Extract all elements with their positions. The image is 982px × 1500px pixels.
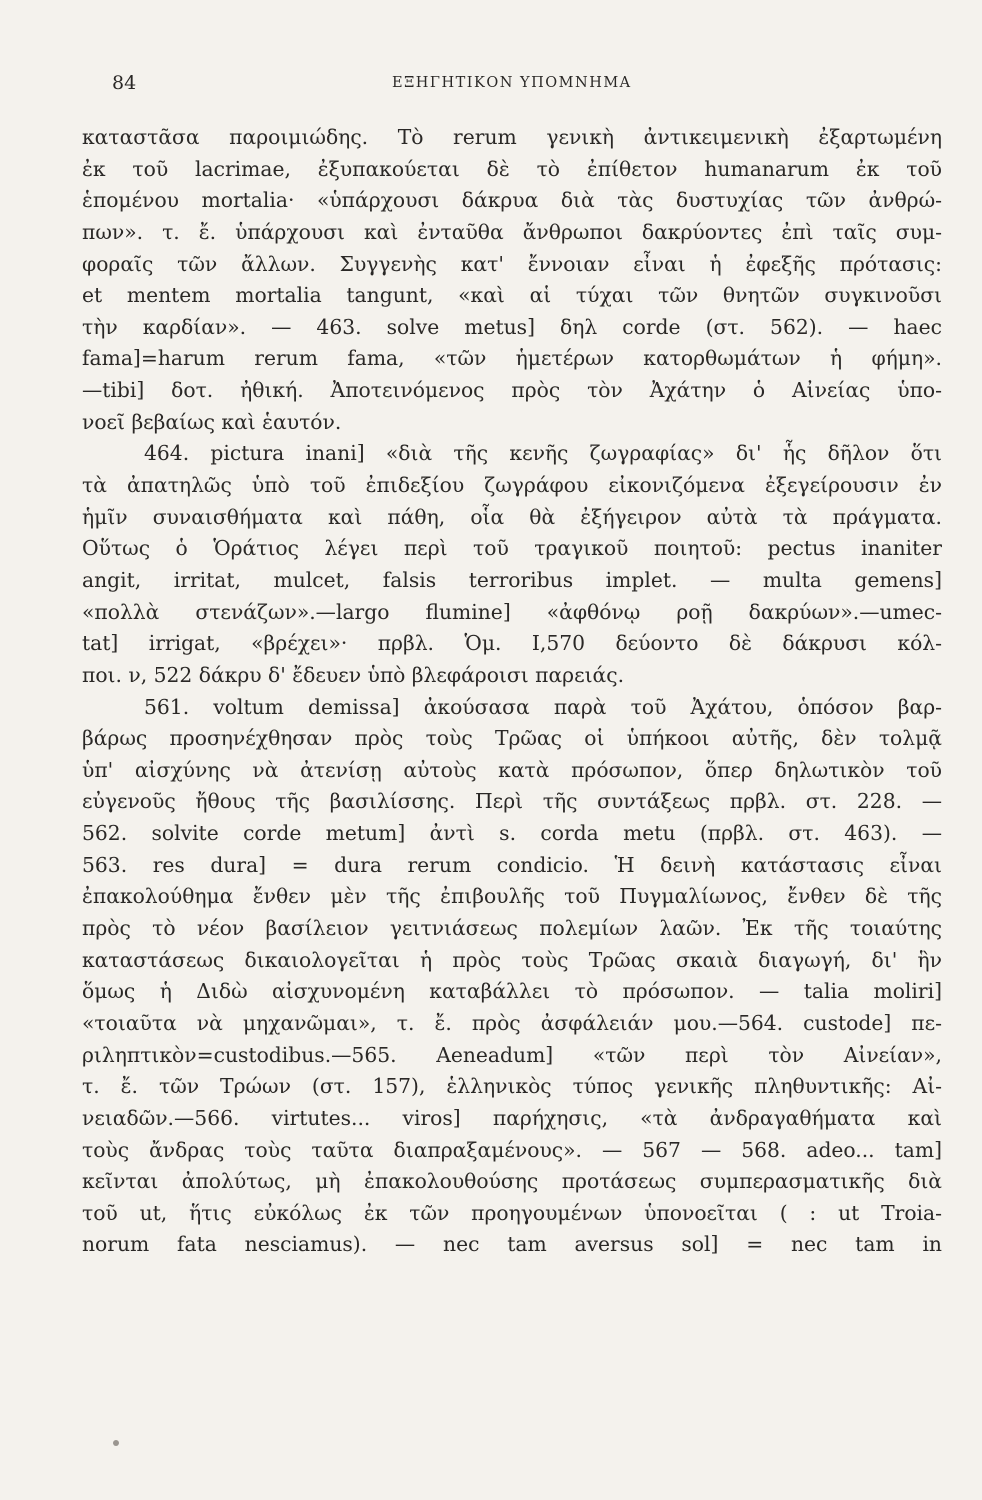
text-line: 561. voltum demissa] ἀκούσασα παρὰ τοῦ Ἀχάτου, ὁπόσον βαρ- [144, 694, 942, 719]
running-head [112, 72, 932, 102]
text-line: ἐπακολούθημα ἔνθεν μὲν τῆς ἐπιβουλῆς τοῦ Πυγμαλίωνος, ἔνθεν δὲ τῆς [82, 884, 942, 909]
text-line: καταστάσεως δικαιολογεῖται ἡ πρὸς τοὺς Τρῶας σκαιὰ διαγωγή, δι' ἣν [82, 947, 942, 972]
text-line: φοραῖς τῶν ἄλλων. Συγγενὴς κατ' ἔννοιαν εἶναι ἡ ἐφεξῆς πρότασις: [82, 251, 942, 276]
text-line: tat] irrigat, «βρέχει»· πρβλ. Ὁμ. I,570 δεύοντο δὲ δάκρυσι κόλ- [82, 631, 942, 656]
text-line: τὰ ἀπατηλῶς ὑπὸ τοῦ ἐπιδεξίου ζωγράφου εἰκονιζόμενα ἐξεγείρουσιν ἐν [82, 473, 942, 498]
ink-dot-mark [113, 1440, 119, 1446]
text-line: εὐγενοῦς ἤθους τῆς βασιλίσσης. Περὶ τῆς συντάξεως πρβλ. στ. 228. — [82, 789, 942, 814]
text-line: καταστᾶσα παροιμιώδης. Τὸ rerum γενικὴ ἀντικειμενικὴ ἐξαρτωμένη [82, 125, 942, 149]
text-line: fama]=harum rerum fama, «τῶν ἡμετέρων κατορθωμάτων ἡ φήμη». [82, 346, 942, 371]
text-line: ριληπτικὸν=custodibus.—565. Aeneadum] «τῶν περὶ τὸν Αἰνείαν», [82, 1042, 942, 1067]
text-line: 562. solvite corde metum] ἀντὶ s. corda metu (πρβλ. στ. 463). — [82, 821, 942, 846]
text-line: «τοιαῦτα νὰ μηχανῶμαι», τ. ἔ. πρὸς ἀσφάλειάν μου.—564. custode] πε- [82, 1010, 942, 1035]
text-line: τοῦ ut, ἥτις εὐκόλως ἐκ τῶν προηγουμένων ὑπονοεῖται ( : ut Troia- [82, 1200, 942, 1225]
text-line: βάρως προσηνέχθησαν πρὸς τοὺς Τρῶας οἱ ὑπήκοοι αὐτῆς, δὲν τολμᾷ [82, 726, 942, 751]
text-line: ἑπομένου mortalia· «ὑπάρχουσι δάκρυα διὰ τὰς δυστυχίας τῶν ἀνθρώ- [82, 188, 942, 213]
text-line: νοεῖ βεβαίως καὶ ἑαυτόν. [82, 409, 342, 434]
text-line: —tibi] δοτ. ἠθική. Ἀποτεινόμενος πρὸς τὸν Ἀχάτην ὁ Αἰνείας ὑπο- [82, 378, 942, 403]
text-line: τὴν καρδίαν». — 463. solve metus] δηλ corde (στ. 562). — haec [82, 314, 942, 339]
text-line: ἐκ τοῦ lacrimae, ἐξυπακούεται δὲ τὸ ἐπίθετον humanarum ἐκ τοῦ [82, 156, 942, 181]
page-number: 84 [112, 72, 137, 94]
text-line: norum fata nesciamus). — nec tam aversus sol] = nec tam in [82, 1232, 942, 1257]
text-line: et mentem mortalia tangunt, «καὶ αἱ τύχαι τῶν θνητῶν συγκινοῦσι [82, 283, 942, 308]
text-line: πρὸς τὸ νέον βασίλειον γειτνιάσεως πολεμίων λαῶν. Ἐκ τῆς τοιαύτης [82, 916, 942, 941]
commentary-text [82, 122, 942, 1261]
text-line: ὅμως ἡ Διδὼ αἰσχυνομένη καταβάλλει τὸ πρόσωπον. — talia moliri] [82, 979, 942, 1004]
text-line: angit, irritat, mulcet, falsis terroribus implet. — multa gemens] [82, 567, 942, 592]
text-line: 464. pictura inani] «διὰ τῆς κενῆς ζωγραφίας» δι' ἧς δῆλον ὅτι [144, 441, 942, 466]
text-line: νειαδῶν.—566. virtutes... viros] παρήχησις, «τὰ ἀνδραγαθήματα καὶ [82, 1105, 942, 1130]
running-head-title: ΕΞΗΓΗΤΙΚΟΝ ΥΠΟΜΝΗΜΑ [392, 75, 632, 91]
text-line: 563. res dura] = dura rerum condicio. Ἡ δεινὴ κατάστασις εἶναι [82, 852, 942, 877]
text-line: ὑπ' αἰσχύνης νὰ ἀτενίσῃ αὐτοὺς κατὰ πρόσωπον, ὅπερ δηλωτικὸν τοῦ [82, 757, 942, 782]
text-line: ἡμῖν συναισθήματα καὶ πάθη, οἷα θὰ ἐξήγειρον αὐτὰ τὰ πράγματα. [82, 504, 942, 529]
text-line: «πολλὰ στενάζων».—largo flumine] «ἀφθόνῳ ροῇ δακρύων».—umec- [82, 599, 942, 624]
text-line: τ. ἔ. τῶν Τρώων (στ. 157), ἑλληνικὸς τύπος γενικῆς πληθυντικῆς: Αἰ- [82, 1074, 942, 1099]
text-line: ποι. ν, 522 δάκρυ δ' ἔδευεν ὑπὸ βλεφάροισι παρειάς. [82, 662, 625, 687]
text-line: κεῖνται ἀπολύτως, μὴ ἐπακολουθούσης προτάσεως συμπερασματικῆς διὰ [82, 1169, 942, 1194]
text-line: πων». τ. ἔ. ὑπάρχουσι καὶ ἐνταῦθα ἄνθρωποι δακρύοντες ἐπὶ ταῖς συμ- [82, 219, 942, 244]
text-line: τοὺς ἄνδρας τοὺς ταῦτα διαπραξαμένους». — 567 — 568. adeo... tam] [82, 1137, 942, 1162]
text-line: Οὕτως ὁ Ὁράτιος λέγει περὶ τοῦ τραγικοῦ ποιητοῦ: pectus inaniter [82, 536, 942, 561]
